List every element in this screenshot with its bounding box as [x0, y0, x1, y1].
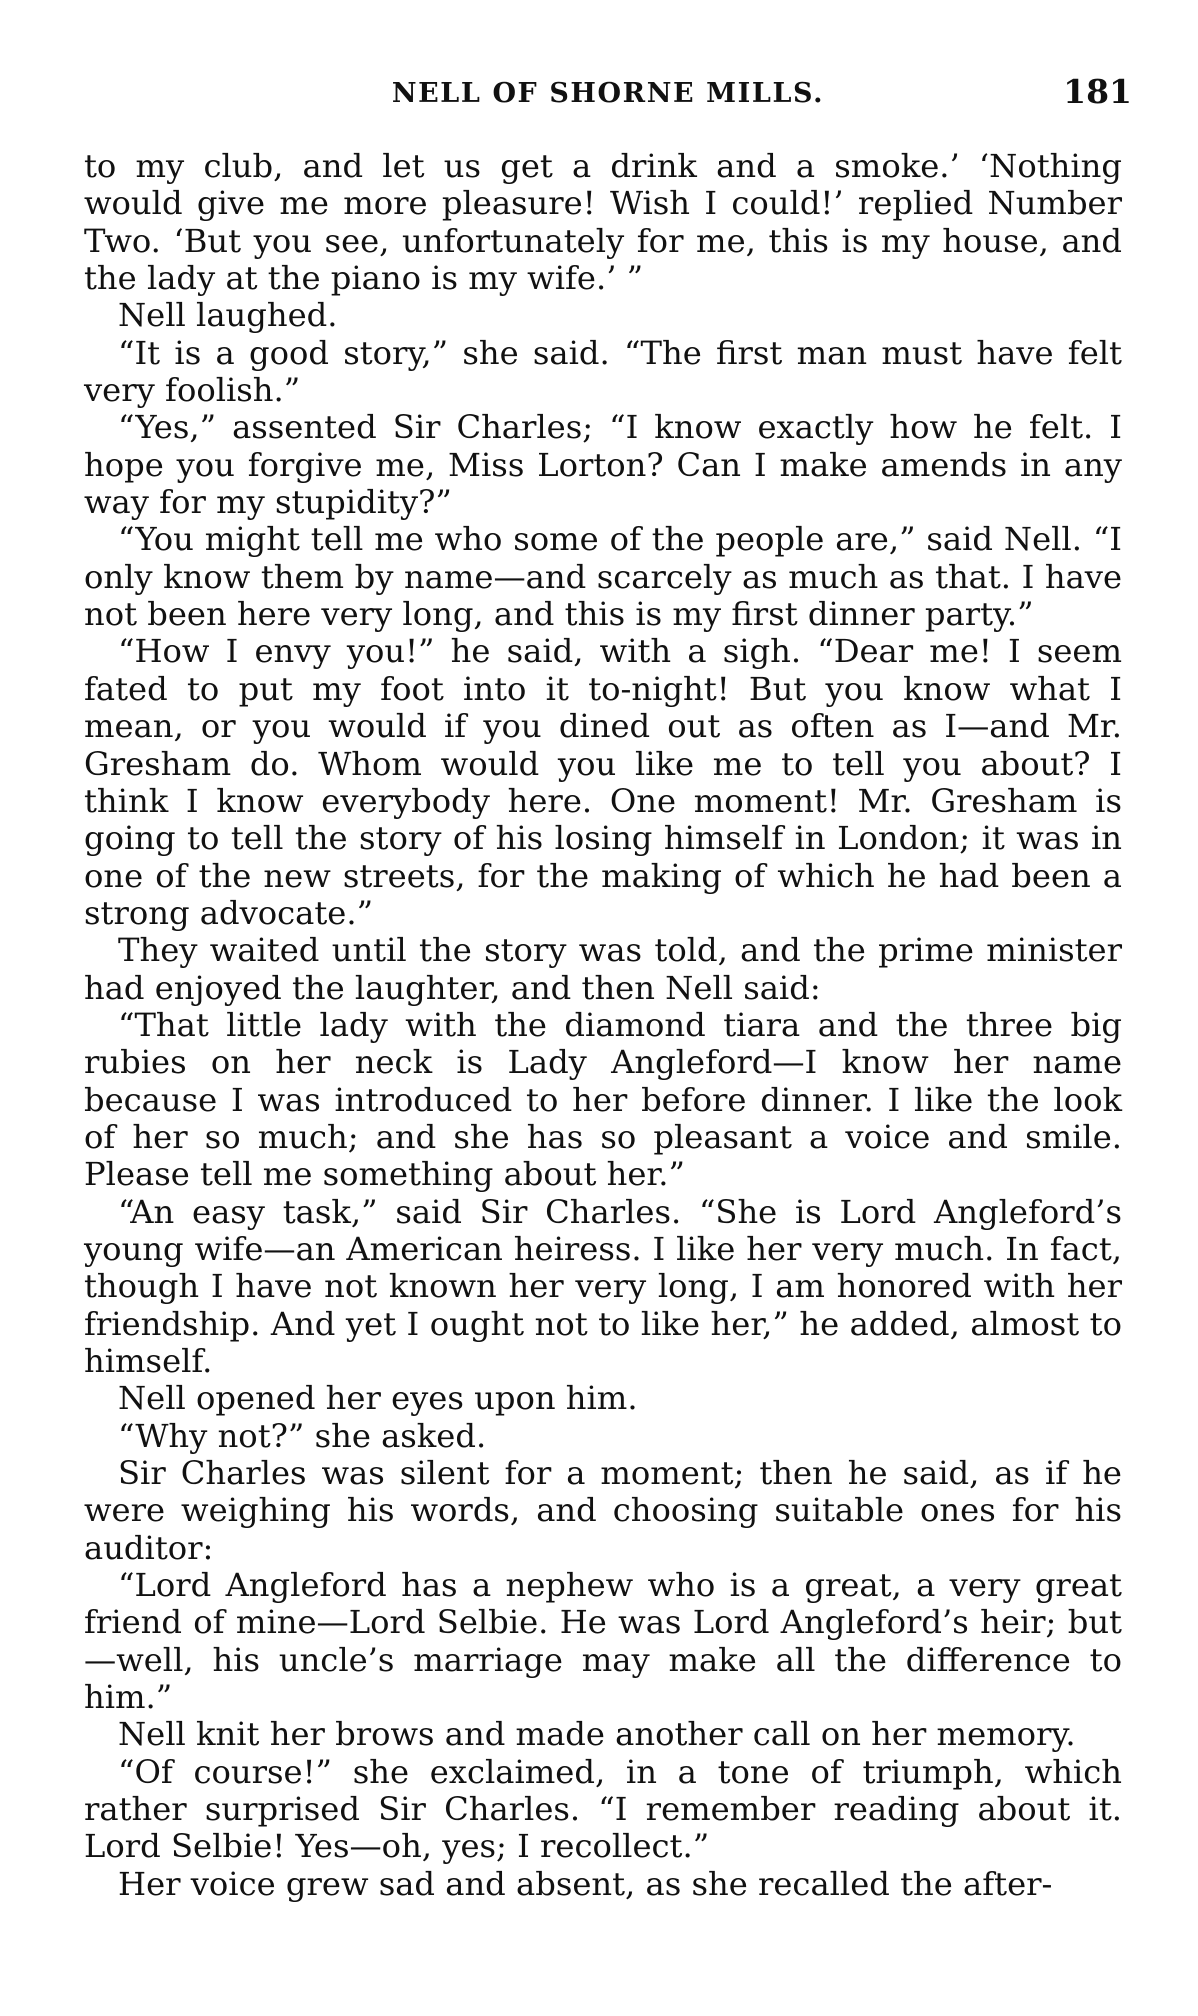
page-number: 181	[1063, 72, 1132, 111]
running-head	[84, 74, 1132, 118]
paragraph-14: Nell knit her brows and made another call on her memory.	[118, 1715, 1076, 1754]
paragraph-5: “You might tell me who some of the people are,” said Nell. “I only know them by name—and scarcely as much as that. I have not been here very long, and this is my first dinner party.”	[84, 520, 1122, 634]
body-text	[84, 148, 1122, 1903]
paragraph-2: Nell laughed.	[118, 296, 338, 335]
paragraph-16: Her voice grew sad and absent, as she recalled the after-	[118, 1864, 1053, 1903]
paragraph-15: “Of course!” she exclaimed, in a tone of triumph, which rather surprised Sir Charles. “I remember reading about it. Lord Selbie! Yes—oh, yes; I recollect.”	[84, 1752, 1122, 1866]
paragraph-8: “That little lady with the diamond tiara and the three big rubies on her neck is Lady Angleford—I know her name because I was introduced to her before dinner. I like the look of her so much; and she has so pleasant a voice and smile. Please tell me something about her.”	[84, 1005, 1122, 1194]
paragraph-11: “Why not?” she asked.	[118, 1416, 487, 1455]
paragraph-6: “How I envy you!” he said, with a sigh. “Dear me! I seem fated to put my foot into it to-night! But you know what I mean, or you would if you dined out as often as I—and Mr. Gresham do. Whom would you like me to tell you about? I think I know everybody here. One moment! Mr. Gresham is going to tell the story of his losing himself in London; it was in one of the new streets, for the making of which he had been a strong advocate.”	[84, 632, 1122, 932]
paragraph-4: “Yes,” assented Sir Charles; “I know exactly how he felt. I hope you forgive me, Miss Lorton? Can I make amends in any way for my stupidity?”	[84, 408, 1122, 522]
paragraph-7: They waited until the story was told, and the prime minister had enjoyed the laughter, and then Nell said:	[84, 931, 1122, 1007]
paragraph-13: “Lord Angleford has a nephew who is a great, a very great friend of mine—Lord Selbie. He was Lord Angleford’s heir; but—well, his uncle’s marriage may make all the difference to him.”	[84, 1566, 1122, 1717]
paragraph-9: “An easy task,” said Sir Charles. “She is Lord Angleford’s young wife—an American heiress. I like her very much. In fact, though I have not known her very long, I am honored with her friendship. And yet I ought not to like her,” he added, almost to himself.	[84, 1192, 1122, 1380]
page-header-title: NELL OF SHORNE MILLS.	[391, 78, 825, 109]
paragraph-12: Sir Charles was silent for a moment; then he said, as if he were weighing his words, and choosing suitable ones for his auditor:	[84, 1454, 1122, 1567]
paragraph-3: “It is a good story,” she said. “The first man must have felt very foolish.”	[84, 333, 1122, 410]
paragraph-1: to my club, and let us get a drink and a smoke.’ ‘Nothing would give me more pleasure! Wish I could!’ replied Number Two. ‘But you see, unfortunately for me, this is my house, and the lady at the piano is my wife.’ ”	[84, 147, 1122, 298]
paragraph-10: Nell opened her eyes upon him.	[118, 1379, 638, 1418]
